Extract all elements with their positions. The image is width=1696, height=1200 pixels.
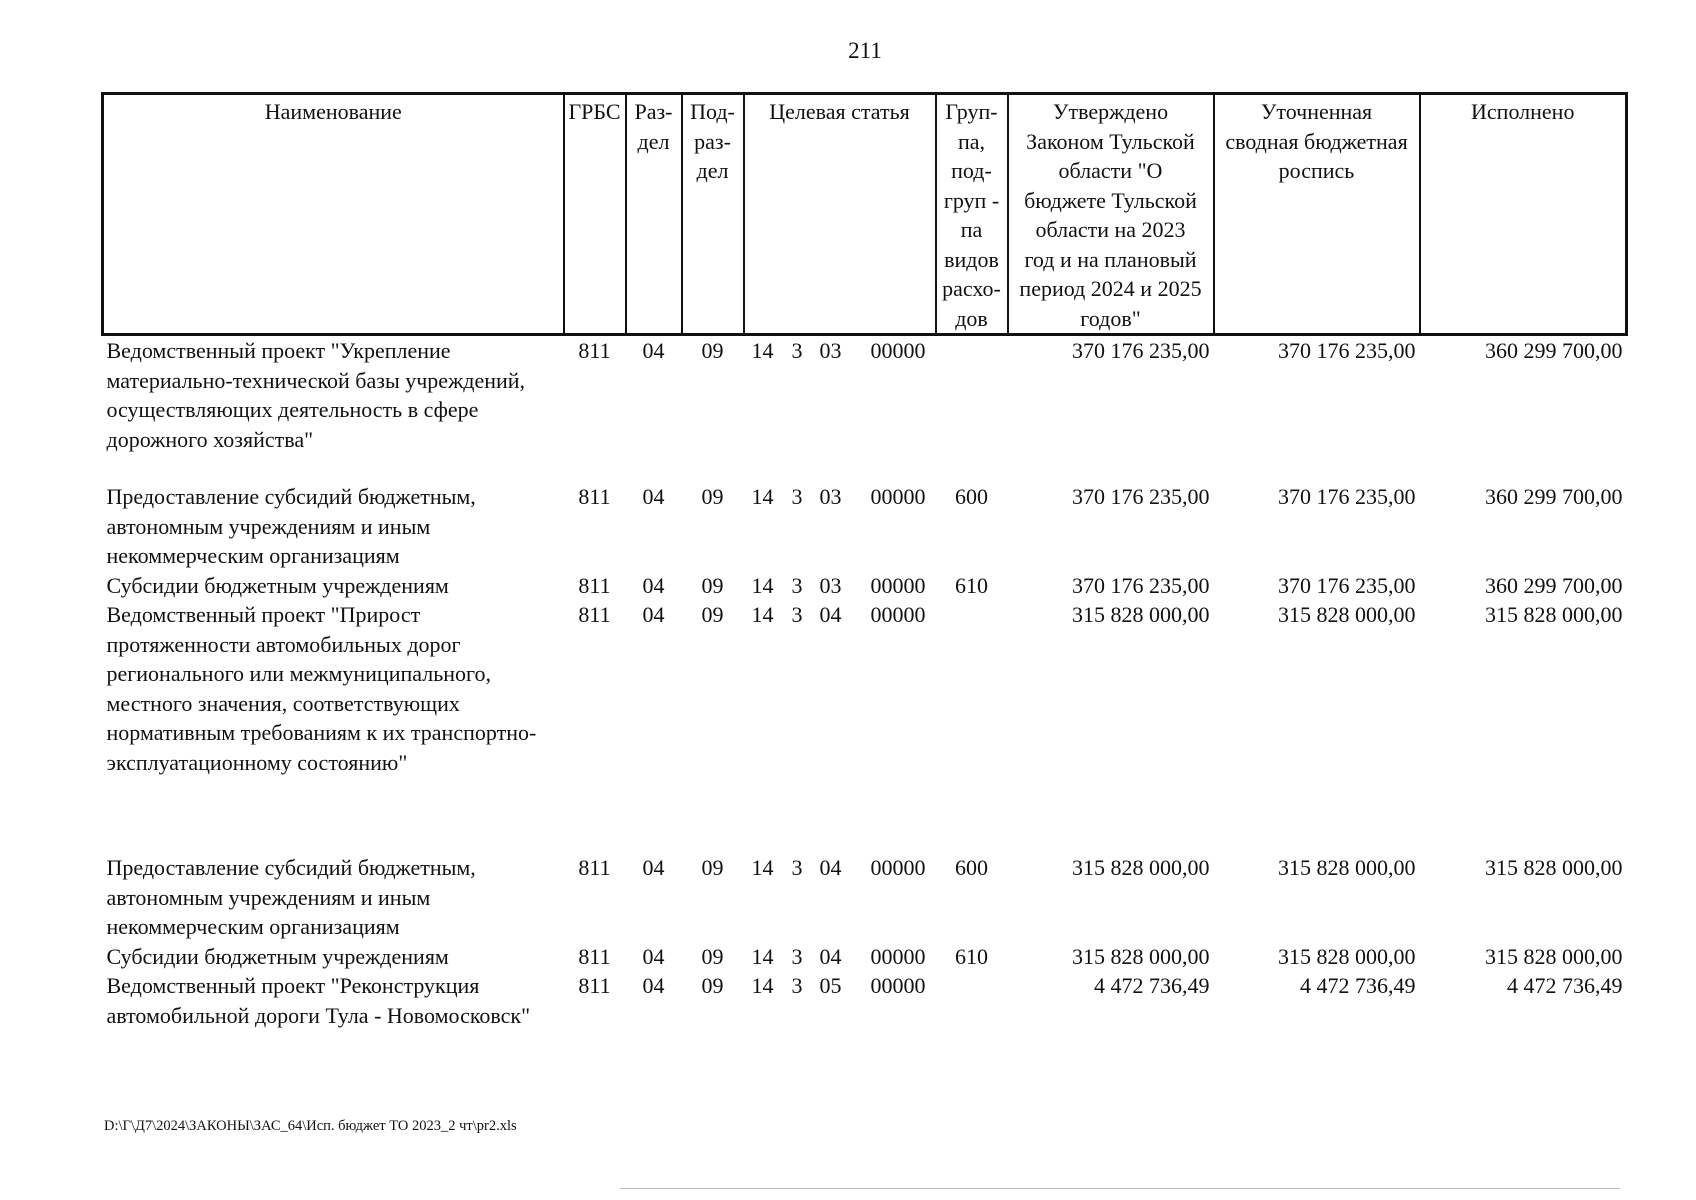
row-grbs: 811 [578, 943, 611, 969]
table-row [103, 853, 1627, 942]
code-part-ts4: 00000 [870, 973, 926, 998]
row-gruppa: 600 [955, 484, 988, 509]
row-ispolneno: 4 472 736,49 [1507, 973, 1623, 998]
code-part-ts4: 00000 [870, 943, 926, 969]
code-part-ts1: 14 [751, 484, 774, 509]
row-razdel: 04 [642, 338, 665, 363]
code-part-ts3: 04 [819, 943, 842, 969]
row-utverzhdeno: 370 176 235,00 [1072, 484, 1210, 509]
row-utochnennaya: 315 828 000,00 [1278, 602, 1416, 627]
row-razdel: 04 [642, 973, 665, 998]
row-razdel: 04 [642, 484, 665, 509]
row-grbs: 811 [578, 602, 611, 627]
header-razdel: Раз- дел [626, 94, 682, 335]
row-gruppa [936, 335, 1008, 483]
code-part-ts1: 14 [751, 338, 774, 363]
row-ispolneno: 315 828 000,00 [1485, 855, 1623, 880]
row-grbs: 811 [578, 484, 611, 509]
row-name: Предоставление субсидий бюджетным, автономным учреждениям и иным некоммерческим организациям [106, 855, 476, 939]
row-utverzhdeno: 4 472 736,49 [1094, 973, 1210, 998]
row-razdel: 04 [642, 943, 665, 969]
code-part-ts2: 3 [791, 602, 803, 627]
row-utverzhdeno: 315 828 000,00 [1072, 855, 1210, 880]
code-part-ts3: 04 [819, 855, 842, 880]
code-part-ts1: 14 [751, 602, 774, 627]
row-tselevaya-statya [744, 971, 936, 1030]
table-row [103, 335, 1627, 483]
row-utverzhdeno: 370 176 235,00 [1072, 338, 1210, 363]
row-utochnennaya: 370 176 235,00 [1278, 484, 1416, 509]
row-podrazdel: 09 [701, 943, 724, 969]
code-part-ts4: 00000 [870, 572, 926, 598]
row-razdel: 04 [642, 855, 665, 880]
code-part-ts3: 03 [819, 484, 842, 509]
row-ispolneno: 315 828 000,00 [1485, 943, 1623, 969]
row-podrazdel: 09 [701, 338, 724, 363]
row-ispolneno: 360 299 700,00 [1485, 338, 1623, 363]
code-part-ts4: 00000 [870, 602, 926, 627]
row-tselevaya-statya [744, 853, 936, 942]
header-ispolneno: Исполнено [1420, 94, 1627, 335]
row-utverzhdeno: 315 828 000,00 [1072, 602, 1210, 627]
row-gruppa [936, 971, 1008, 1030]
code-part-ts4: 00000 [870, 855, 926, 880]
row-ispolneno: 315 828 000,00 [1485, 602, 1623, 627]
row-gruppa [936, 600, 1008, 853]
row-tselevaya-statya [744, 942, 936, 972]
code-part-ts1: 14 [751, 572, 774, 598]
row-tselevaya-statya [744, 571, 936, 601]
row-grbs: 811 [578, 572, 611, 598]
code-part-ts4: 00000 [870, 484, 926, 509]
row-grbs: 811 [578, 973, 611, 998]
row-tselevaya-statya [744, 482, 936, 571]
row-grbs: 811 [578, 338, 611, 363]
row-grbs: 811 [578, 855, 611, 880]
row-razdel: 04 [642, 602, 665, 627]
code-part-ts2: 3 [791, 572, 803, 598]
row-podrazdel: 09 [701, 572, 724, 598]
row-razdel: 04 [642, 572, 665, 598]
budget-table [101, 92, 1628, 1030]
header-tselevaya-statya: Целевая статья [744, 94, 936, 335]
header-gruppa: Груп- па, под- груп - па видов расхо- дов [936, 94, 1008, 335]
code-part-ts2: 3 [791, 973, 803, 998]
header-grbs: ГРБС [564, 94, 626, 335]
code-part-ts3: 04 [819, 602, 842, 627]
row-utochnennaya: 4 472 736,49 [1300, 973, 1416, 998]
row-utverzhdeno: 315 828 000,00 [1072, 943, 1210, 969]
table-row [103, 600, 1627, 853]
row-utochnennaya: 370 176 235,00 [1278, 338, 1416, 363]
table-row [103, 482, 1627, 571]
row-utochnennaya: 315 828 000,00 [1278, 855, 1416, 880]
row-name: Ведомственный проект "Прирост протяженности автомобильных дорог регионального или межмуниципального, местного значения, соответствующих нормативным требованиям к их транспортно-эксплуатационному состоянию" [106, 602, 537, 775]
table-row [103, 942, 1627, 972]
table-row [103, 571, 1627, 601]
header-podrazdel: Под- раз- дел [682, 94, 744, 335]
page-number: 211 [848, 38, 882, 63]
code-part-ts3: 05 [819, 973, 842, 998]
code-part-ts2: 3 [791, 943, 803, 969]
row-utochnennaya: 370 176 235,00 [1278, 572, 1416, 598]
row-tselevaya-statya [744, 335, 936, 483]
row-podrazdel: 09 [701, 602, 724, 627]
header-utverzhdeno: Утверждено Законом Тульской области "О бюджете Тульской области на 2023 год и на плановый период 2024 и 2025 годов" [1008, 94, 1214, 335]
code-part-ts1: 14 [751, 973, 774, 998]
code-part-ts2: 3 [791, 338, 803, 363]
code-part-ts4: 00000 [870, 338, 926, 363]
row-tselevaya-statya [744, 600, 936, 853]
row-name: Ведомственный проект "Укрепление материально-технической базы учреждений, осуществляющих деятельность в сфере дорожного хозяйства" [106, 338, 526, 452]
row-gruppa: 600 [955, 855, 988, 880]
row-gruppa: 610 [955, 572, 988, 598]
row-utochnennaya: 315 828 000,00 [1278, 943, 1416, 969]
table-row [103, 971, 1627, 1030]
row-podrazdel: 09 [701, 973, 724, 998]
row-name: Субсидии бюджетным учреждениям [106, 572, 449, 598]
table-header-row [103, 94, 1627, 335]
row-name: Ведомственный проект "Реконструкция автомобильной дороги Тула - Новомосковск" [106, 973, 531, 1028]
table-body [103, 335, 1627, 1031]
code-part-ts2: 3 [791, 855, 803, 880]
row-name: Субсидии бюджетным учреждениям [106, 943, 449, 969]
code-part-ts1: 14 [751, 943, 774, 969]
row-podrazdel: 09 [701, 855, 724, 880]
code-part-ts1: 14 [751, 855, 774, 880]
header-name: Наименование [103, 94, 564, 335]
row-name: Предоставление субсидий бюджетным, автономным учреждениям и иным некоммерческим организациям [106, 484, 476, 568]
code-part-ts3: 03 [819, 338, 842, 363]
row-ispolneno: 360 299 700,00 [1485, 572, 1623, 598]
row-utverzhdeno: 370 176 235,00 [1072, 572, 1210, 598]
row-ispolneno: 360 299 700,00 [1485, 484, 1623, 509]
code-part-ts2: 3 [791, 484, 803, 509]
row-podrazdel: 09 [701, 484, 724, 509]
row-gruppa: 610 [955, 943, 988, 969]
code-part-ts3: 03 [819, 572, 842, 598]
bottom-divider [620, 1188, 1620, 1189]
header-utochnennaya: Уточненная сводная бюджетная роспись [1214, 94, 1420, 335]
file-path-footer: D:\Г\Д7\2024\ЗАКОНЫ\ЗАС_64\Исп. бюджет ТО 2023_2 чт\pr2.xls [104, 1118, 517, 1134]
